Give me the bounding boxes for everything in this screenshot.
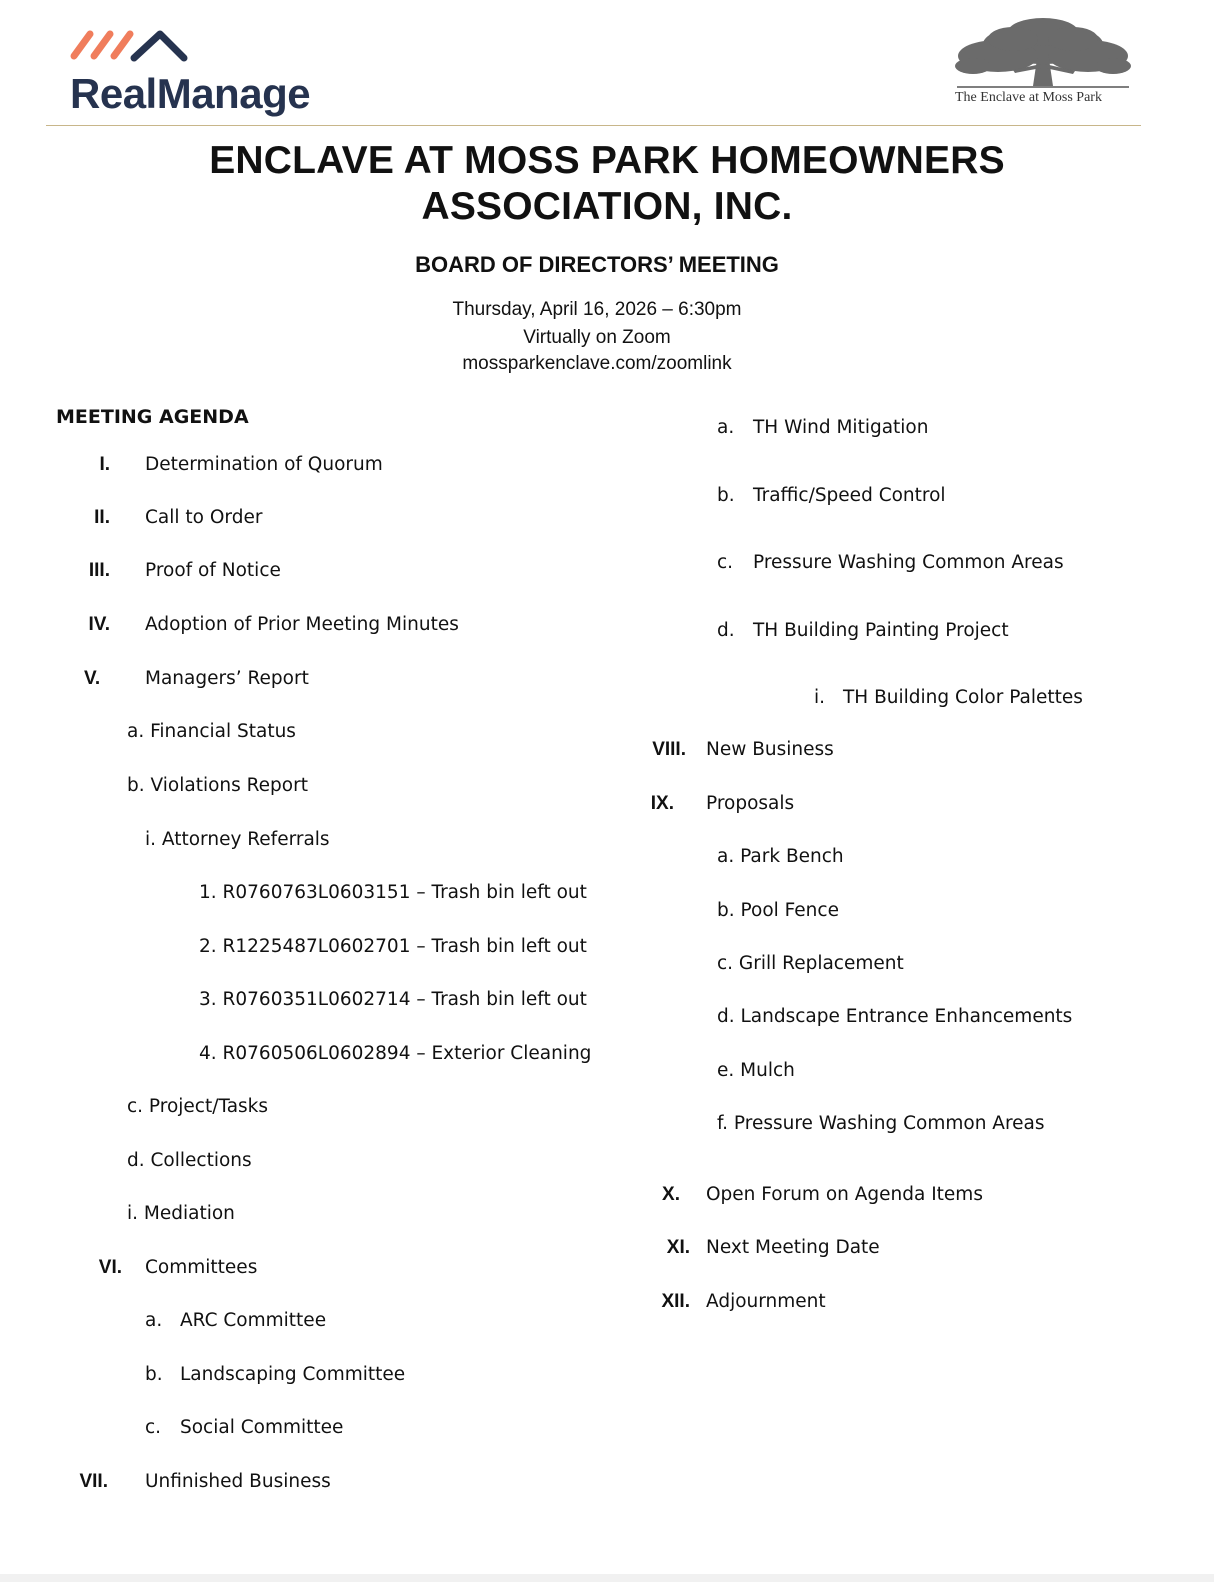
committee-letter-b: b. xyxy=(145,1364,163,1385)
agenda-subitem-collections: d. Collections xyxy=(127,1150,252,1171)
agenda-item-quorum: Determination of Quorum xyxy=(145,454,383,475)
committee-arc: ARC Committee xyxy=(180,1310,327,1331)
meeting-type: BOARD OF DIRECTORS’ MEETING xyxy=(415,252,779,277)
realmanage-wordmark: RealManage xyxy=(70,70,311,117)
agenda-item-proposals: Proposals xyxy=(706,793,795,814)
agenda-num-x: X. xyxy=(662,1184,680,1205)
unfinished-painting-project: TH Building Painting Project xyxy=(753,620,1009,641)
proposal-item: e. Mulch xyxy=(717,1060,795,1081)
agenda-item-adjournment: Adjournment xyxy=(706,1291,826,1312)
agenda-item-next-meeting: Next Meeting Date xyxy=(706,1237,880,1258)
agenda-num-xii: XII. xyxy=(661,1291,690,1312)
proposal-item: f. Pressure Washing Common Areas xyxy=(717,1113,1045,1134)
proposal-item: b. Pool Fence xyxy=(717,900,839,921)
agenda-subitem-violations-report: b. Violations Report xyxy=(127,775,308,796)
proposal-item: d. Landscape Entrance Enhancements xyxy=(717,1006,1073,1027)
unfinished-wind-mitigation: TH Wind Mitigation xyxy=(753,417,929,438)
proposal-item: a. Park Bench xyxy=(717,846,844,867)
committee-letter-a: a. xyxy=(145,1310,163,1331)
unfinished-pressure-washing: Pressure Washing Common Areas xyxy=(753,552,1064,573)
agenda-num-ii: II. xyxy=(94,507,110,528)
agenda-item-call-to-order: Call to Order xyxy=(145,507,263,528)
agenda-num-v: V. xyxy=(84,668,101,689)
agenda-num-xi: XI. xyxy=(666,1237,690,1258)
unfinished-letter-d: d. xyxy=(717,620,735,641)
referral-item: 3. R0760351L0602714 – Trash bin left out xyxy=(199,989,587,1010)
agenda-item-unfinished-business: Unfinished Business xyxy=(145,1471,331,1492)
unfinished-letter-c: c. xyxy=(717,552,734,573)
agenda-subitem-project-tasks: c. Project/Tasks xyxy=(127,1096,269,1117)
agenda-item-proof-of-notice: Proof of Notice xyxy=(145,560,281,581)
agenda-num-iv: IV. xyxy=(88,614,110,635)
unfinished-letter-a: a. xyxy=(717,417,735,438)
header-divider xyxy=(46,125,1141,126)
referral-item: 2. R1225487L0602701 – Trash bin left out xyxy=(199,936,587,957)
agenda-num-viii: VIII. xyxy=(652,739,686,760)
committee-social: Social Committee xyxy=(180,1417,344,1438)
unfinished-letter-b: b. xyxy=(717,485,735,506)
unfinished-traffic-speed: Traffic/Speed Control xyxy=(753,485,946,506)
agenda-item-open-forum: Open Forum on Agenda Items xyxy=(706,1184,983,1205)
agenda-num-i: I. xyxy=(99,454,110,475)
agenda-subitem-attorney-referrals: i. Attorney Referrals xyxy=(145,829,330,850)
unfinished-letter-d-i: i. xyxy=(814,687,826,708)
agenda-num-vii: VII. xyxy=(79,1471,108,1492)
referral-item: 1. R0760763L0603151 – Trash bin left out xyxy=(199,882,587,903)
agenda-item-new-business: New Business xyxy=(706,739,834,760)
agenda-subitem-financial-status: a. Financial Status xyxy=(127,721,296,742)
agenda-num-iii: III. xyxy=(88,560,110,581)
association-title-line2: ASSOCIATION, INC. xyxy=(421,185,793,228)
agenda-item-committees: Committees xyxy=(145,1257,258,1278)
agenda-subitem-mediation: i. Mediation xyxy=(127,1203,235,1224)
meeting-link: mossparkenclave.com/zoomlink xyxy=(462,353,732,374)
committee-landscaping: Landscaping Committee xyxy=(180,1364,406,1385)
enclave-logo-caption: The Enclave at Moss Park xyxy=(955,90,1102,105)
meeting-location: Virtually on Zoom xyxy=(523,327,671,348)
referral-item: 4. R0760506L0602894 – Exterior Cleaning xyxy=(199,1043,592,1064)
unfinished-color-palettes: TH Building Color Palettes xyxy=(843,687,1083,708)
agenda-item-prior-minutes: Adoption of Prior Meeting Minutes xyxy=(145,614,459,635)
meeting-date-time: Thursday, April 16, 2026 – 6:30pm xyxy=(452,299,742,320)
agenda-heading: MEETING AGENDA xyxy=(56,406,249,428)
agenda-num-ix: IX. xyxy=(650,793,674,814)
agenda-item-managers-report: Managers’ Report xyxy=(145,668,309,689)
committee-letter-c: c. xyxy=(145,1417,162,1438)
association-title-line1: ENCLAVE AT MOSS PARK HOMEOWNERS xyxy=(209,139,1005,182)
proposal-item: c. Grill Replacement xyxy=(717,953,904,974)
agenda-num-vi: VI. xyxy=(98,1257,122,1278)
